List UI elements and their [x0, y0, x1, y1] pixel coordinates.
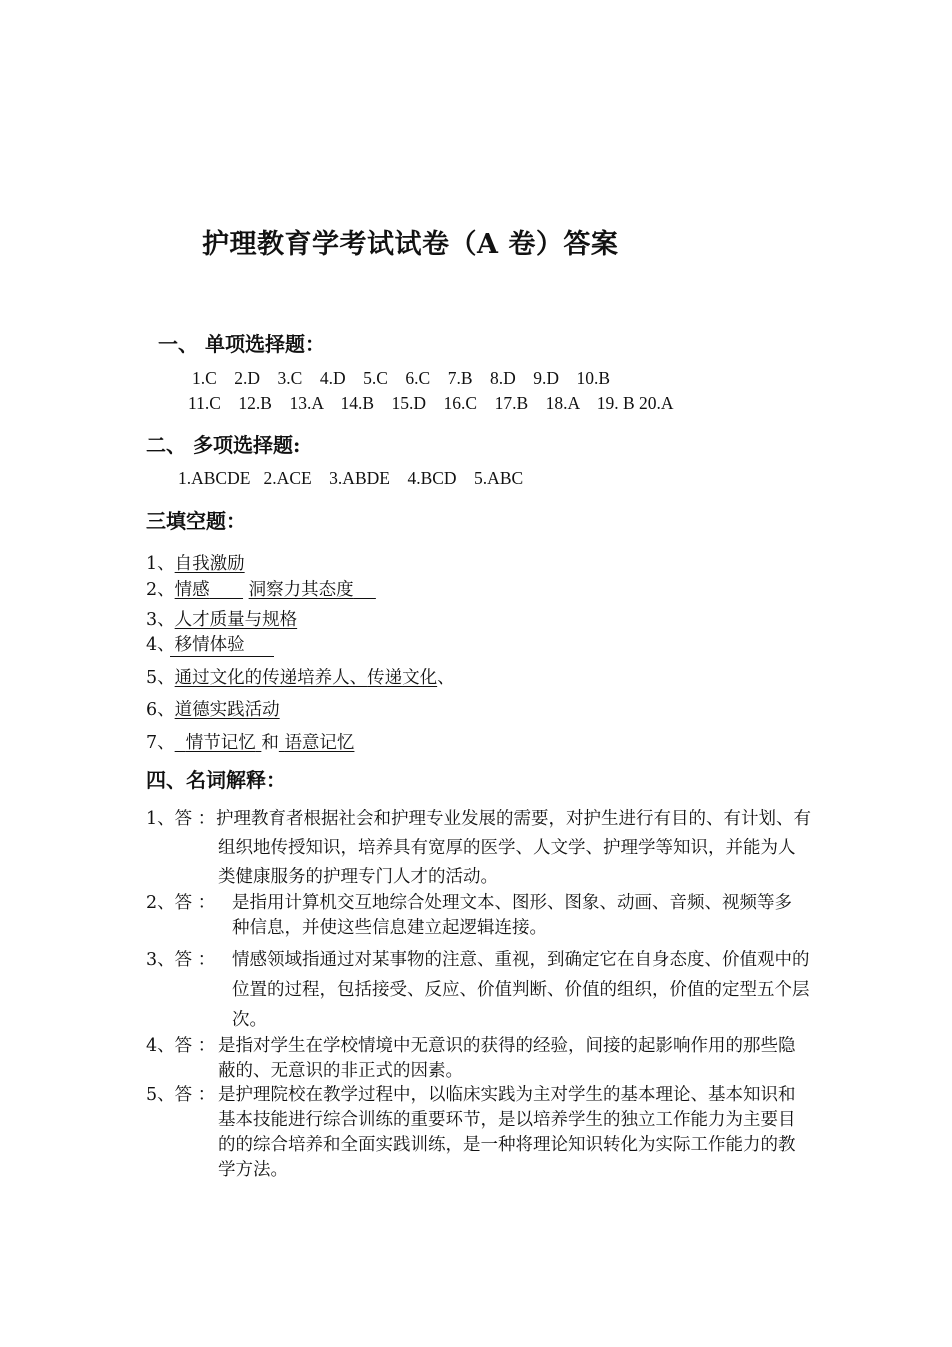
item-number: 3、 — [146, 610, 175, 630]
answer-number: 5、答 ： — [146, 1085, 216, 1105]
definition-text: 护理教育者根据社会和护理专业发展的需要，对护生进行有目的、有计划、有组织地传授知识，培养具有宽厚的医学、人文学、护理学等知识，并能为人类健康服务的护理专门人才的活动。 — [216, 809, 811, 887]
item-number: 5、 — [146, 668, 175, 688]
fill-blank-item — [146, 606, 297, 631]
item-number: 2、 — [146, 580, 175, 600]
punctuation: 、 — [437, 668, 455, 688]
definition-text: 是指用计算机交互地综合处理文本、图形、图象、动画、音频、视频等多种信息，并使这些信息建立起逻辑连接。 — [232, 893, 792, 938]
fill-blank-item — [146, 664, 455, 689]
answer-text: 传递文化 — [367, 668, 438, 688]
answer-number: 4、答 ： — [146, 1036, 216, 1056]
definition-answer — [146, 945, 814, 1035]
multi-choice-answers-row: 1.ABCDE 2.ACE 3.ABDE 4.BCD 5.ABC — [178, 468, 524, 488]
answer-number: 1、答 ： — [146, 809, 216, 829]
conjunction: 和 — [261, 733, 279, 753]
answer-text: 道德实践活动 — [174, 700, 280, 720]
answer-text: 情节记忆 — [185, 733, 256, 753]
definition-answer — [146, 1083, 814, 1193]
single-choice-answers-row-2: 11.C 12.B 13.A 14.B 15.D 16.C 17.B 18.A 19. B 20.A — [188, 393, 674, 413]
answer-text: 自我激励 — [174, 554, 245, 574]
section-2-heading: 二、 多项选择题: — [146, 433, 301, 457]
fill-blank-item — [146, 576, 376, 601]
fill-blank-item — [146, 696, 280, 721]
definition-answer — [146, 805, 814, 895]
answer-text: 移情体验 — [174, 635, 245, 655]
definition-text: 是护理院校在教学过程中，以临床实践为主对学生的基本理论、基本知识和基本技能进行综合训练的重要环节，是以培养学生的独立工作能力为主要目的的综合培养和全面实践训练，是一种将理论知识转化为实际工作能力的教学方法。 — [218, 1085, 796, 1180]
answer-text: 洞察力其态度 — [248, 580, 354, 600]
page-title: 护理教育学考试试卷（A 卷）答案 — [202, 229, 619, 260]
blank-underline — [170, 656, 274, 657]
definition-text: 是指对学生在学校情境中无意识的获得的经验，间接的起影响作用的那些隐蔽的、无意识的非正式的因素。 — [218, 1036, 796, 1081]
fill-blank-item — [146, 729, 354, 754]
definition-answer — [146, 1034, 814, 1090]
answer-number: 3、答 ： — [146, 950, 216, 970]
fill-blank-item — [146, 550, 245, 575]
single-choice-answers-row-1: 1.C 2.D 3.C 4.D 5.C 6.C 7.B 8.D 9.D 10.B — [192, 368, 611, 388]
item-number: 1、 — [146, 554, 175, 574]
answer-text: 情感 — [174, 580, 210, 600]
definition-answer — [146, 891, 814, 951]
answer-text: 通过文化的传递培养人、 — [174, 668, 368, 688]
item-number: 4、 — [146, 635, 175, 655]
section-4-heading: 四、名词解释： — [146, 768, 286, 792]
answer-number: 2、答 ： — [146, 893, 216, 913]
item-number: 6、 — [146, 700, 175, 720]
answer-text: 语意记忆 — [284, 733, 355, 753]
section-1-heading: 一、 单项选择题： — [158, 332, 325, 356]
answer-text: 人才质量与规格 — [174, 610, 298, 630]
definition-text: 情感领域指通过对某事物的注意、重视，到确定它在自身态度、价值观中的位置的过程，包括接受、反应、价值判断、价值的组织，价值的定型五个层次。 — [232, 950, 810, 1030]
item-number: 7、 — [146, 733, 175, 753]
section-3-heading: 三填空题： — [146, 509, 246, 533]
fill-blank-item — [146, 631, 245, 656]
